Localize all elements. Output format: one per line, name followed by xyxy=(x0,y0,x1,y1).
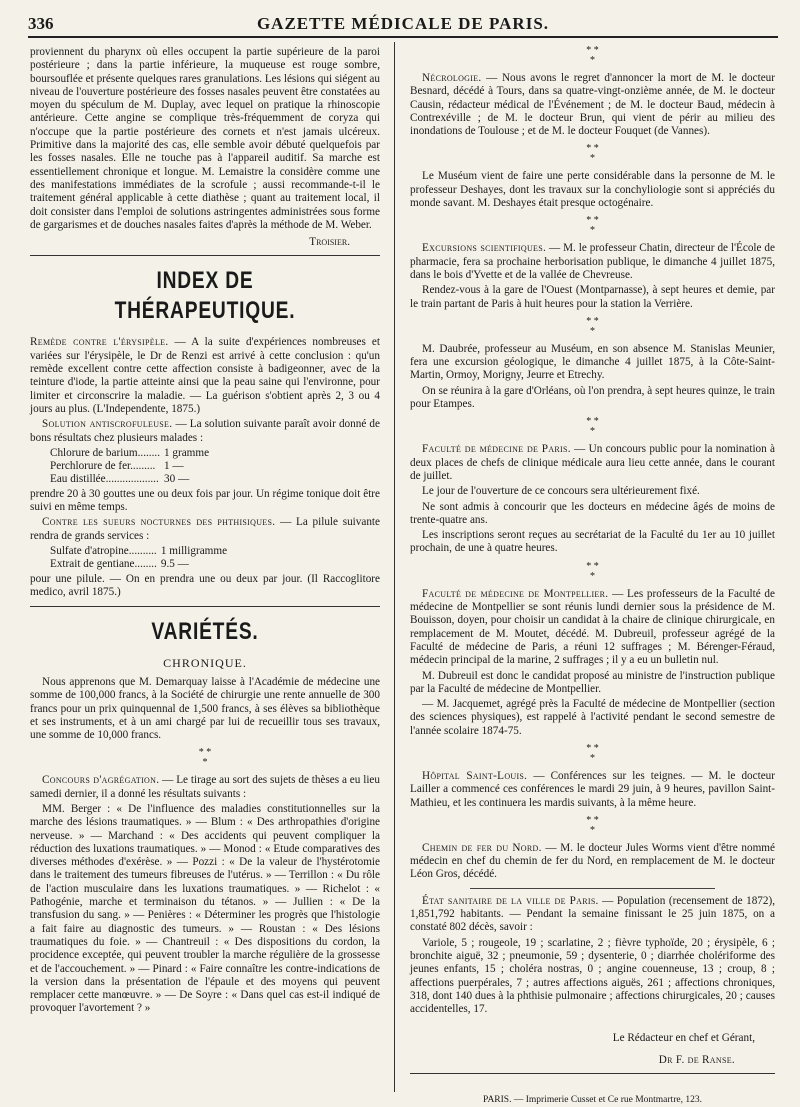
faculte-montpellier-p2: M. Dubreuil est donc le candidat proposé au ministre de l'instruction publique par la Faculté de médecine de Montpellier. xyxy=(410,669,775,695)
asterism: * * * xyxy=(586,814,599,836)
excursions-entry xyxy=(410,242,775,282)
column-divider xyxy=(394,42,395,1092)
dose: 1 — xyxy=(164,459,184,472)
dose: 1 gramme xyxy=(164,446,210,459)
article-signature: Troisier. xyxy=(309,236,350,249)
entry-body: — Nous avons le regret d'annoncer la mort de M. le docteur Besnard, décédé à Tours, dans sa quatre-vingt-onzième année, de M. le docteur Causin, rédacteur médical de l'Événement ; de M. le docteur Baud, médecin à Contrexéville ; de M. le docteur Brun, qui vient de périr au milieu des inondations de Toulouse ; et de M. le docteur Fouquet (de Vannes). xyxy=(410,72,775,138)
prescription-row xyxy=(50,447,213,460)
entry-body: — M. le docteur Jules Worms vient d'être nommé médecin en chef du chemin de fer du Nord, en remplacement de M. le docteur Léon Gros, décédé. xyxy=(410,841,775,881)
excursions-rendezvous: Rendez-vous à la gare de l'Ouest (Montparnasse), à sept heures et demie, par le train partant de Paris à huit heures pour la station la Verrière. xyxy=(410,284,775,310)
page-number: 336 xyxy=(28,14,54,33)
printer-imprint: PARIS. — Imprimerie Cusset et Ce rue Montmartre, 123. xyxy=(483,1095,702,1106)
dose: 30 — xyxy=(164,472,190,485)
entry-body: — La pilule suivante rendra de grands services : xyxy=(30,516,381,542)
ingredient: Perchlorure de fer......... xyxy=(50,459,156,472)
right-column xyxy=(410,46,775,1107)
daubree-paragraph: M. Daubrée, professeur au Muséum, en son absence M. Stanislas Meunier, fera une excursion géologique, le dimanche 4 juillet 1875, à la Côte-Saint-Martin, Ormoy, Morigny, Jeurre et Etrechy. xyxy=(410,342,775,382)
entry-body: — Un concours public pour la nomination à deux places de chefs de clinique médicale aura lieu cette année, dans le courant de juillet. xyxy=(410,443,776,482)
entry-after-table: prendre 20 à 30 gouttes une ou deux fois par jour. Un régime tonique doit être suivi en même temps. xyxy=(30,487,380,514)
faculte-montpellier-p3: — M. Jacquemet, agrégé près la Faculté de médecine de Montpellier (section des sciences physiques), est rappelé à l'activité pendant le second semestre de l'année scolaire 1874-75. xyxy=(410,698,775,737)
entry-body: — A la suite d'expériences nombreuses et variées sur l'érysipèle, le Dr de Renzi est arrivé à cette conclusion : qu'un remède excellent contre cette affection consiste à badigeonner, avec de la teinture d'iode, la partie atteinte ainsi que la peau saine qui l'environne, pour limiter et circonscrire la maladie. — La guérison s'obtient après 2, 3 ou 4 jours au plus. (L'Independente, 1875.) xyxy=(30,336,381,415)
faculte-paris-p2: Le jour de l'ouverture de ce concours sera ultérieurement fixé. xyxy=(422,485,700,498)
entry-heading: Faculté de médecine de Paris. xyxy=(422,443,571,456)
ingredient: Extrait de gentiane........ xyxy=(50,558,157,571)
entry-heading: Concours d'agrégation. xyxy=(42,774,160,787)
faculte-montpellier-entry xyxy=(410,588,775,668)
faculte-paris-p3: Ne sont admis à concourir que les docteurs en médecine âgés de moins de trente-quatre ans. xyxy=(410,500,775,526)
prescription-row xyxy=(50,545,231,558)
section-rule xyxy=(470,888,715,889)
entry-body: — M. le professeur Chatin, directeur de l'École de pharmacie, fera sa prochaine herborisation publique, le dimanche 4 juillet 1875, dans le bois d'Yvette et de la vallée de Chevreuse. xyxy=(410,242,775,281)
entry-after-table: pour une pilule. — On en prendra une ou deux par jour. (Il Raccoglitore medico, avril 1875.) xyxy=(30,573,380,599)
entry-heading: Chemin de fer du Nord. xyxy=(422,841,542,854)
index-entry-erysipele xyxy=(30,336,380,416)
agregation-subjects: MM. Berger : « De l'influence des maladies constitutionnelles sur la marche des lésions traumatiques. » — Blum : « Des arthropathies d'origine nerveuse. » — Marchand : « Des accidents qui peuvent compliquer la réduction des luxations traumatiques. » — Monod : « Etude comparatives des diverses méthodes d'exérèse. » — Pozzi : « De la valeur de l'hystérotomie dans le traitement des tumeurs fibreuses de l'utérus. » — Terrillon : « Du rôle de l'action musculaire dans les luxations traumatiques. » — Richelot : « Pathogénie, marche et terminaison du tétanos. » — Jullien : « De la transfusion du sang. » — Penières : « Déterminer les progrès que l'histologie a fait faire au diagnostic des tumeurs. » — Roustan : « Des lésions traumatiques du foie. » — Chantreuil : « Des dispositions du cordon, la procidence exceptée, qui peuvent troubler la marche régulière de la grossesse et de l'accouchement. » — Pinard : « Faire connaître les contre-indications de la version dans la présentation de l'épaule et des moyens qui peuvent remplacer cette manœuvre. » — De Soyre : « Dans quel cas est-il indiqué de provoquer l'avortement ? » xyxy=(30,802,380,1015)
ingredient: Chlorure de barium........ xyxy=(50,446,160,459)
editor-signature-line: Le Rédacteur en chef et Gérant, xyxy=(612,1032,755,1045)
museum-paragraph: Le Muséum vient de faire une perte considérable dans la personne de M. le professeur Deshayes, dont les travaux sur la conchyliologie sont si appréciés du monde savant. M. Deshayes était presque octogénaire. xyxy=(410,170,775,210)
saint-louis-entry xyxy=(410,770,775,810)
left-column xyxy=(30,46,380,1018)
prescription-row xyxy=(50,558,231,571)
ingredient: Sulfate d'atropine.......... xyxy=(50,545,157,558)
prescription-table-1 xyxy=(50,447,213,486)
continued-article-text: proviennent du pharynx où elles occupent la partie supérieure de la paroi postérieure ; dans la partie inférieure, la muqueuse est rouge sombre, boursouflée et présente quelques rares granulations. Les lésions qui siégent au niveau de l'ouverture postérieure des fosses nasales peuvent être constatées au moyen du spéculum de M. Duplay, avec lequel on pratique la rhinoscopie antérieure. Cette angine se complique très-fréquemment de coryza qui n'occupe que la partie postérieure des cornets et n'est jamais ulcéreux. Primitive dans la majorité des cas, elle semble avoir débuté quelquefois par les fosses nasales. Elle ne touche pas à l'appareil auditif. Sa marche est essentiellement chronique et longue. M. Lemaistre la considère comme une des manifestations immédiates de la scrofule ; aussi recommande-t-il le traitement général applicable à cette diathèse ; quant au traitement local, il doit consister dans l'emploi de solutions astringentes administrées sous forme de gargarismes et de douches nasales faites d'après la méthode de M. Weber. xyxy=(30,46,380,231)
editor-name: Dr F. de Ranse. xyxy=(658,1053,735,1066)
faculte-paris-entry xyxy=(410,443,775,483)
section-rule xyxy=(30,255,380,256)
entry-heading: Excursions scientifiques. xyxy=(422,242,547,255)
agregation-entry xyxy=(30,774,380,801)
asterism: * * * xyxy=(586,742,599,764)
necrologie-entry xyxy=(410,72,775,138)
entry-body: — Les professeurs de la Faculté de médecine de Montpellier se sont réunis lundi dernier sous la présidence de M. Bouisson, doyen, pour choisir un candidat à la chaire de clinique chirurgicale, en remplacement de M. Moutet, décédé. M. Dubreuil, professeur agrégé de la Faculté de médecine de Paris, a réuni 12 suffrages ; M. Bérenger-Féraud, médecin principal de la marine, 2 suffrages ; il y a eu un bulletin nul. xyxy=(410,587,775,667)
entry-heading: État sanitaire de la ville de Paris. xyxy=(422,894,599,907)
asterism: * * * xyxy=(586,143,599,165)
footer-rule xyxy=(410,1073,775,1074)
daubree-paragraph-2: On se réunira à la gare d'Orléans, où l'on prendra, à sept heures quinze, le train pour Etampes. xyxy=(410,384,775,411)
asterism: * * * xyxy=(586,416,599,438)
entry-heading: Contre les sueurs nocturnes des phthisiques. xyxy=(42,516,276,529)
dose: 9.5 — xyxy=(160,558,189,571)
chronique-subtitle: CHRONIQUE. xyxy=(163,655,247,670)
entry-body: — Conférences sur les teignes. — M. le docteur Lailler a commencé ces conférences le mardi 29 juin, à 9 heures, pavillon Saint-Mathieu, et les continuera les mardis suivants, à la même heure. xyxy=(410,769,775,809)
asterism: * * * xyxy=(586,45,599,66)
asterism: * * * xyxy=(586,315,599,337)
asterism: * * * xyxy=(586,215,599,237)
entry-heading: Solution antiscrofuleuse. xyxy=(42,418,173,431)
chemin-de-fer-entry xyxy=(410,842,775,882)
section-rule xyxy=(30,606,380,607)
asterism: * * * xyxy=(198,747,212,769)
page-header xyxy=(28,14,778,38)
entry-heading: Nécrologie. xyxy=(422,72,482,84)
entry-body: — Le tirage au sort des sujets de thèses a eu lieu samedi dernier, il a donné les résultats suivants : xyxy=(30,774,380,800)
entry-body: — La solution suivante paraît avoir donné de bons résultats chez plusieurs malades : xyxy=(30,418,380,444)
entry-body: — Population (recensement de 1872), 1,851,792 habitants. — Pendant la semaine finissant le 25 juin 1875, on a constaté 802 décès, savoir : xyxy=(410,894,775,934)
prescription-row xyxy=(50,460,213,473)
index-entry-sueurs xyxy=(30,516,380,543)
prescription-table-2 xyxy=(50,545,231,571)
varietes-section-title: VARIÉTÉS. xyxy=(151,617,259,645)
entry-heading: Faculté de médecine de Montpellier. xyxy=(422,587,609,600)
dose: 1 milligramme xyxy=(160,545,228,558)
etat-sanitaire-entry xyxy=(410,895,775,935)
journal-title: GAZETTE MÉDICALE DE PARIS. xyxy=(256,14,550,33)
faculte-paris-p4: Les inscriptions seront reçues au secrétariat de la Faculté du 1er au 10 juillet prochain, de une à quatre heures. xyxy=(410,529,775,555)
asterism: * * * xyxy=(586,560,599,582)
ingredient: Eau distillée................... xyxy=(50,472,159,485)
index-section-title: INDEX DE THÉRAPEUTIQUE. xyxy=(114,267,296,325)
index-entry-antiscrofuleuse xyxy=(30,418,380,445)
chronique-paragraph: Nous apprenons que M. Demarquay laisse à l'Académie de médecine une somme de 100,000 francs, à la Société de chirurgie une rente annuelle de 300 francs pour un prix quinquennal de 1,500 francs, à ses élèves sa bibliothèque et ses instruments, et à un ami chargé par lui de recueillir tous ses travaux, une somme de 10,000 francs. xyxy=(30,675,380,742)
prescription-row xyxy=(50,473,213,486)
etat-sanitaire-details: Variole, 5 ; rougeole, 19 ; scarlatine, 2 ; fièvre typhoïde, 20 ; érysipèle, 6 ; bronchite aiguë, 32 ; pneumonie, 59 ; dysenterie, 0 ; diarrhée cholériforme des jeunes enfants, 15 ; choléra nostras, 0 ; angine couenneuse, 13 ; croup, 8 ; affections puerpérales, 7 ; autres affections aiguës, 261 ; affections chroniques, 318, dont 140 dues à la phthisie pulmonaire ; affections chirurgicales, 20 ; causes accidentelles, 17. xyxy=(410,936,775,1016)
entry-heading: Hôpital Saint-Louis. xyxy=(422,769,528,782)
entry-heading: Remède contre l'érysipèle. xyxy=(30,336,169,349)
